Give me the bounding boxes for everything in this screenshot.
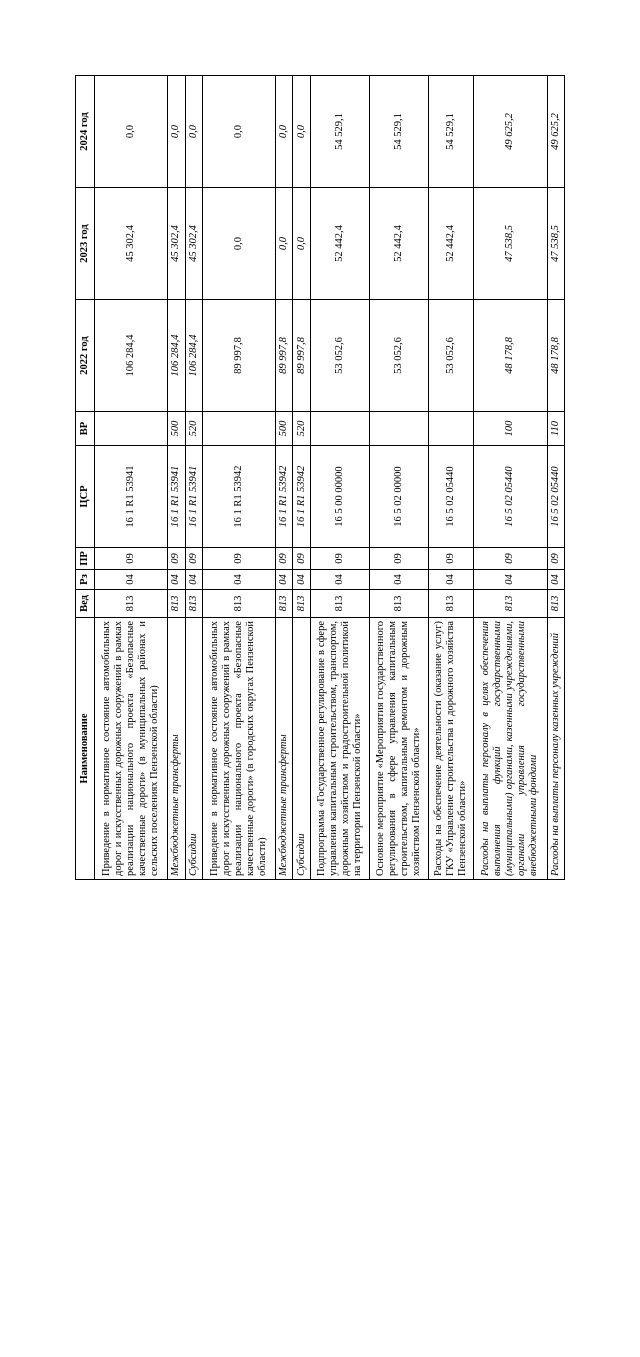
row-csr: 16 5 02 05440 [429, 446, 474, 548]
row-vr [95, 412, 168, 446]
row-pr: 09 [429, 548, 474, 570]
header-name: Наименование [76, 618, 95, 880]
row-2022: 48 178,8 [474, 300, 547, 412]
row-name: Основное мероприятие «Мероприятия государственного регулирования в сфере управления капитальным строительством, капитальным ремонтом и дорожным хозяйством Пензенской области» [370, 618, 429, 880]
row-rz: 04 [293, 570, 310, 590]
row-2024: 49 625,2 [547, 76, 564, 188]
row-pr: 09 [474, 548, 547, 570]
row-csr: 16 5 02 00000 [370, 446, 429, 548]
row-2022: 53 052,6 [370, 300, 429, 412]
table-row [95, 76, 168, 880]
row-csr: 16 1 R1 53941 [168, 446, 185, 548]
row-2023: 0,0 [293, 188, 310, 300]
row-vr: 520 [185, 412, 202, 446]
table-row [168, 76, 185, 880]
row-ved: 813 [310, 590, 369, 618]
header-rz: Рз [76, 570, 95, 590]
row-rz: 04 [185, 570, 202, 590]
header-row [76, 76, 95, 880]
row-csr: 16 5 02 05440 [474, 446, 547, 548]
row-vr [370, 412, 429, 446]
header-csr: ЦСР [76, 446, 95, 548]
row-pr: 09 [547, 548, 564, 570]
row-pr: 09 [185, 548, 202, 570]
row-2022: 53 052,6 [310, 300, 369, 412]
row-2022: 106 284,4 [168, 300, 185, 412]
row-name: Субсидии [185, 618, 202, 880]
row-2022: 89 997,8 [293, 300, 310, 412]
row-2024: 0,0 [293, 76, 310, 188]
row-2023: 52 442,4 [370, 188, 429, 300]
row-pr: 09 [95, 548, 168, 570]
row-vr: 100 [474, 412, 547, 446]
row-2024: 54 529,1 [370, 76, 429, 188]
row-2022: 89 997,8 [202, 300, 275, 412]
row-ved: 813 [547, 590, 564, 618]
row-name: Расходы на выплаты персоналу казенных учреждений [547, 618, 564, 880]
row-csr: 16 1 R1 53942 [202, 446, 275, 548]
row-pr: 09 [370, 548, 429, 570]
row-pr: 09 [276, 548, 293, 570]
row-pr: 09 [168, 548, 185, 570]
budget-table [75, 75, 565, 880]
row-name: Субсидии [293, 618, 310, 880]
row-ved: 813 [276, 590, 293, 618]
table-row [310, 76, 369, 880]
row-rz: 04 [168, 570, 185, 590]
table-row [370, 76, 429, 880]
row-pr: 09 [293, 548, 310, 570]
row-name: Расходы на обеспечение деятельности (оказание услуг) ГКУ «Управление строительства и дорожного хозяйства Пензенской области» [429, 618, 474, 880]
row-csr: 16 1 R1 53942 [276, 446, 293, 548]
row-vr [310, 412, 369, 446]
row-2023: 45 302,4 [185, 188, 202, 300]
row-name: Межбюджетные трансферты [168, 618, 185, 880]
row-pr: 09 [310, 548, 369, 570]
row-vr [429, 412, 474, 446]
table-row [429, 76, 474, 880]
row-csr: 16 5 02 05440 [547, 446, 564, 548]
row-csr: 16 1 R1 53942 [293, 446, 310, 548]
row-2023: 47 538,5 [547, 188, 564, 300]
row-ved: 813 [168, 590, 185, 618]
header-2023: 2023 год [76, 188, 95, 300]
row-rz: 04 [547, 570, 564, 590]
row-2024: 0,0 [202, 76, 275, 188]
row-rz: 04 [95, 570, 168, 590]
row-name: Приведение в нормативное состояние автомобильных дорог и искусственных дорожных сооружений в рамках реализации национального проекта «Безопасные качественные дороги» (в муниципальных районах и сельских поселениях Пензенской области) [95, 618, 168, 880]
row-ved: 813 [185, 590, 202, 618]
row-2023: 45 302,4 [95, 188, 168, 300]
row-vr: 500 [276, 412, 293, 446]
row-vr: 110 [547, 412, 564, 446]
row-vr: 520 [293, 412, 310, 446]
row-2023: 52 442,4 [429, 188, 474, 300]
row-2024: 0,0 [185, 76, 202, 188]
row-csr: 16 1 R1 53941 [95, 446, 168, 548]
table-row [276, 76, 293, 880]
row-csr: 16 5 00 00000 [310, 446, 369, 548]
row-name: Межбюджетные трансферты [276, 618, 293, 880]
row-2022: 89 997,8 [276, 300, 293, 412]
rotated-page [75, 76, 565, 880]
table-row [293, 76, 310, 880]
row-ved: 813 [95, 590, 168, 618]
table-row [185, 76, 202, 880]
header-2022: 2022 год [76, 300, 95, 412]
header-ved: Вед [76, 590, 95, 618]
row-rz: 04 [202, 570, 275, 590]
table-row [547, 76, 564, 880]
row-rz: 04 [370, 570, 429, 590]
table-row [474, 76, 547, 880]
row-name: Подпрограмма «Государственное регулирование в сфере управления капитальным строительством, транспортом, дорожным хозяйством и градостроительной политикой на территории Пензенской области» [310, 618, 369, 880]
row-pr: 09 [202, 548, 275, 570]
row-ved: 813 [370, 590, 429, 618]
row-2024: 49 625,2 [474, 76, 547, 188]
row-2023: 52 442,4 [310, 188, 369, 300]
row-ved: 813 [429, 590, 474, 618]
row-2022: 48 178,8 [547, 300, 564, 412]
row-name: Приведение в нормативное состояние автомобильных дорог и искусственных дорожных сооружений в рамках реализации национального проекта «Безопасные качественные дороги» (в городских округах Пензенской области) [202, 618, 275, 880]
row-ved: 813 [293, 590, 310, 618]
row-rz: 04 [276, 570, 293, 590]
row-rz: 04 [429, 570, 474, 590]
row-2022: 53 052,6 [429, 300, 474, 412]
row-vr: 500 [168, 412, 185, 446]
row-vr [202, 412, 275, 446]
row-ved: 813 [474, 590, 547, 618]
row-2023: 45 302,4 [168, 188, 185, 300]
row-2022: 106 284,4 [185, 300, 202, 412]
row-rz: 04 [310, 570, 369, 590]
header-pr: ПР [76, 548, 95, 570]
row-rz: 04 [474, 570, 547, 590]
row-ved: 813 [202, 590, 275, 618]
table-row [202, 76, 275, 880]
row-2022: 106 284,4 [95, 300, 168, 412]
header-2024: 2024 год [76, 76, 95, 188]
row-2023: 47 538,5 [474, 188, 547, 300]
row-2024: 54 529,1 [310, 76, 369, 188]
row-2023: 0,0 [202, 188, 275, 300]
row-2023: 0,0 [276, 188, 293, 300]
row-2024: 0,0 [168, 76, 185, 188]
header-vr: ВР [76, 412, 95, 446]
row-name: Расходы на выплаты персоналу в целях обеспечения выполнения функций государственными (муниципальными) органами, казенными учреждениями, органами управления государственными внебюджетными фондами [474, 618, 547, 880]
row-2024: 0,0 [95, 76, 168, 188]
row-csr: 16 1 R1 53941 [185, 446, 202, 548]
row-2024: 0,0 [276, 76, 293, 188]
row-2024: 54 529,1 [429, 76, 474, 188]
